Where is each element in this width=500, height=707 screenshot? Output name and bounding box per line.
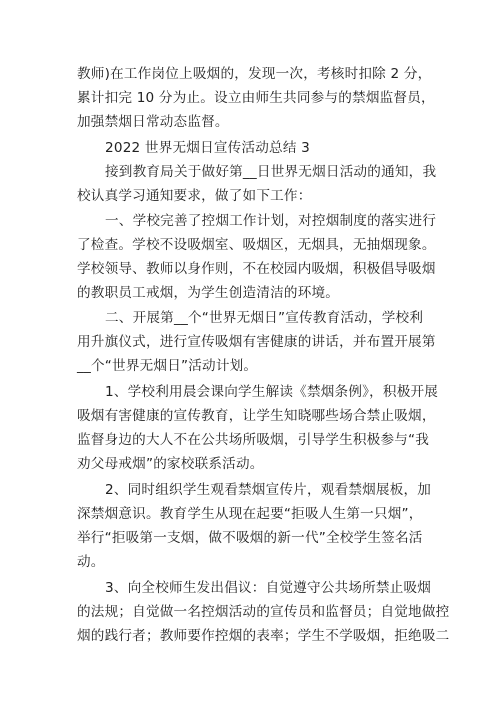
text-line: 学校领导、教师以身作则，不在校园内吸烟，积极倡导吸烟	[77, 261, 436, 277]
text-line: 深禁烟意识。教育学生从现在起要“拒吸人生第一只烟”，	[77, 506, 423, 522]
text-line: 劝父母戒烟”的家校联系活动。	[77, 456, 264, 472]
text-line: 累计扣完 10 分为止。设立由师生共同参与的禁烟监督员，	[77, 90, 435, 106]
section-title: 2022 世界无烟日宣传活动总结 3	[105, 140, 311, 156]
text-line: 的法规；自觉做一名控烟活动的宣传员和监督员；自觉地做控	[77, 604, 450, 620]
text-line: 用升旗仪式，进行宣传吸烟有害健康的讲话，并布置开展第	[77, 334, 436, 350]
text-line: __个“世界无烟日”活动计划。	[77, 358, 258, 374]
text-line: 监督身边的大人不在公共场所吸烟，引导学生积极参与“我	[77, 432, 430, 448]
text-line: 加强禁烟日常动态监督。	[77, 114, 229, 130]
text-line: 一、学校完善了控烟工作计划，对控烟制度的落实进行	[105, 213, 437, 229]
text-line: 教师)在工作岗位上吸烟的，发现一次，考核时扣除 2 分，	[77, 66, 432, 82]
text-line: 校认真学习通知要求，做了如下工作：	[77, 188, 312, 204]
text-line: 了检查。学校不设吸烟室、吸烟区，无烟具，无抽烟现象。	[77, 237, 436, 253]
text-line: 3、向全校师生发出倡议：自觉遵守公共场所禁止吸烟	[105, 580, 432, 596]
text-line: 二、开展第__个“世界无烟日”宣传教育活动，学校利	[105, 310, 424, 326]
text-line: 2、同时组织学生观看禁烟宣传片，观看禁烟展板，加	[105, 482, 432, 498]
text-line: 接到教育局关于做好第__日世界无烟日活动的通知，我	[105, 164, 437, 180]
text-line: 的教职员工戒烟，为学生创造清洁的环境。	[77, 285, 340, 301]
text-line: 举行“拒吸第一支烟，做不吸烟的新一代”全校学生签名活	[77, 530, 423, 546]
text-line: 动。	[77, 554, 105, 570]
text-line: 烟的践行者；教师要作控烟的表率；学生不学吸烟，拒绝吸二	[77, 628, 450, 644]
text-line: 1、学校利用晨会课向学生解读《禁烟条例》，积极开展	[105, 384, 439, 400]
text-line: 吸烟有害健康的宣传教育，让学生知晓哪些场合禁止吸烟，	[77, 408, 436, 424]
